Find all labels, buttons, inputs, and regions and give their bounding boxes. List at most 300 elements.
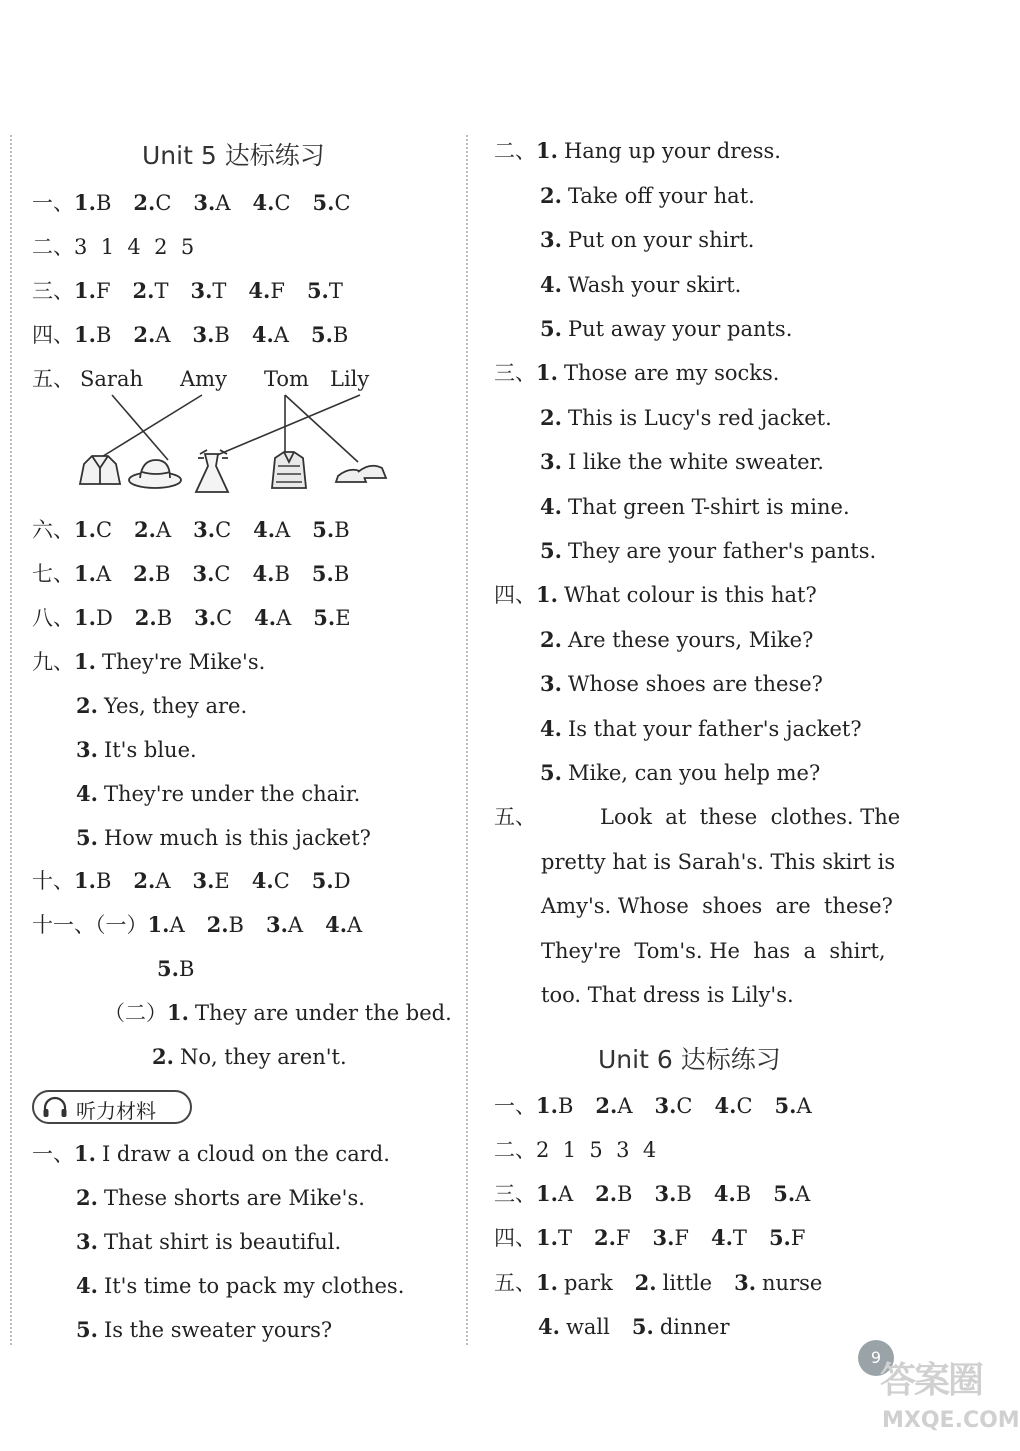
answer-value: B: [334, 518, 350, 542]
answer-number: 1.: [536, 1181, 558, 1206]
answer-number: 3.: [192, 561, 215, 586]
answer-number: 1.: [536, 138, 558, 163]
answer-number: 1.: [74, 278, 96, 303]
answer-number: 1.: [536, 1093, 558, 1118]
listening-1-line: [76, 1227, 341, 1257]
answer-number: 3.: [76, 1229, 98, 1254]
section-11: [32, 910, 384, 940]
answer-value: B: [155, 562, 171, 586]
answer-value: E: [335, 606, 351, 630]
passage-text: pretty hat is Sarah's. This skirt is: [541, 849, 896, 874]
answer-text: No, they aren't.: [179, 1045, 347, 1069]
answer-number: 3.: [540, 227, 562, 252]
answer-number: 5.: [312, 517, 335, 542]
answer-value: F: [674, 1226, 689, 1250]
unit6-section-5: [494, 1268, 844, 1298]
match-line-sarah: [112, 395, 168, 460]
answer-value: C: [215, 518, 232, 542]
answer-number: 1.: [74, 649, 96, 674]
right-section-3-line: [494, 358, 779, 388]
answer-number: 4.: [248, 278, 271, 303]
answer-value: B: [228, 913, 244, 937]
answer-value: E: [214, 869, 230, 893]
section-3-item: [248, 279, 285, 303]
unit6-section-4-item: [536, 1226, 572, 1250]
answer-number: 1.: [74, 322, 96, 347]
section-4: [32, 320, 370, 350]
answer-value: wall: [565, 1315, 610, 1339]
answer-text: Put away your pants.: [567, 317, 793, 341]
right-section-2-line: [494, 136, 781, 166]
passage-line: [541, 936, 886, 966]
answer-number: 1.: [74, 190, 96, 215]
section-8-item: [313, 606, 350, 630]
answer-value: F: [790, 1226, 806, 1250]
right-section-5-label-text: 五、: [494, 805, 536, 829]
answer-text: That green T-shirt is mine.: [567, 494, 850, 519]
answer-number: 1.: [536, 1225, 558, 1250]
answer-number: 5.: [540, 538, 562, 563]
name-sarah: Sarah: [80, 367, 143, 391]
answer-value: B: [95, 191, 112, 215]
answer-number: 1.: [536, 360, 558, 385]
unit6-section-3-item: [536, 1182, 573, 1206]
answer-value: C: [155, 191, 172, 215]
passage-text: Look at these clothes. The: [600, 805, 901, 829]
answer-number: 5.: [774, 1093, 797, 1118]
section-4-item: [252, 323, 289, 347]
section-11-part2-line: [152, 1042, 347, 1072]
answer-number: 2.: [132, 278, 155, 303]
right-section-3-line: [540, 403, 832, 433]
answer-value: T: [212, 279, 227, 303]
section-9-line: [76, 735, 197, 765]
right-section-2-line: [540, 270, 741, 300]
section-2: [32, 232, 194, 262]
answer-text: These shorts are Mike's.: [103, 1186, 365, 1210]
answer-value: T: [732, 1226, 747, 1250]
right-section-3-line: [540, 536, 876, 566]
unit6-section-4-item: [652, 1226, 689, 1250]
answer-number: 4.: [325, 912, 348, 937]
answer-number: 1.: [74, 1141, 96, 1166]
answer-text: I draw a cloud on the card.: [101, 1142, 390, 1166]
passage-line: [600, 802, 900, 832]
answer-value: C: [736, 1094, 753, 1118]
answer-value: A: [276, 606, 292, 630]
answer-number: 5.: [540, 760, 562, 785]
answer-value: B: [333, 562, 350, 586]
answer-value: B: [95, 323, 112, 347]
section-10-item: [252, 869, 290, 893]
answer-value: B: [332, 323, 349, 347]
answer-number: 2.: [76, 1185, 98, 1210]
answer-number: 4.: [540, 715, 562, 741]
unit6-section-1-label: 一、: [494, 1094, 536, 1118]
section-11-item: [266, 913, 303, 937]
answer-number: 2.: [152, 1044, 174, 1069]
answer-number: 4.: [251, 322, 274, 347]
unit6-section-5-label: 五、: [494, 1271, 536, 1295]
section-9-line: [32, 647, 265, 677]
answer-number: 4.: [540, 493, 562, 519]
answer-number: 2.: [133, 561, 156, 586]
unit6-section-1-item: [775, 1094, 812, 1118]
answer-value: F: [95, 279, 111, 303]
section-7-item: [253, 562, 290, 586]
section-6-item: [193, 518, 231, 542]
section-9-line: [76, 823, 371, 853]
answer-number: 3.: [734, 1270, 757, 1295]
answer-number: 5.: [768, 1225, 791, 1250]
answer-number: 1.: [74, 517, 96, 542]
answer-value: C: [95, 518, 113, 542]
section-10: [32, 866, 373, 896]
answer-value: C: [334, 191, 351, 215]
answer-text: Is the sweater yours?: [103, 1318, 333, 1342]
section-4-item: [74, 323, 111, 347]
unit6-section-4-item: [769, 1226, 806, 1250]
answer-value: F: [615, 1226, 631, 1250]
unit6-section-5-item: [734, 1271, 822, 1295]
answer-value: B: [214, 323, 230, 347]
section-6-item: [253, 518, 290, 542]
section-3-item: [74, 279, 111, 303]
unit6-section-1-item: [654, 1094, 692, 1118]
answer-value: A: [796, 1094, 812, 1118]
section-11-item: [207, 913, 244, 937]
section-7-item: [312, 562, 349, 586]
section-8-item: [74, 606, 113, 630]
section-7: [32, 559, 371, 589]
section-8-item: [254, 606, 291, 630]
answer-number: 3.: [192, 868, 215, 893]
answer-number: 3.: [654, 1181, 677, 1206]
answer-text: It's time to pack my clothes.: [103, 1274, 405, 1298]
answer-number: 4.: [254, 605, 277, 630]
passage-text: too. That dress is Lily's.: [541, 983, 794, 1007]
answer-number: 1.: [167, 1000, 189, 1025]
answer-number: 5.: [311, 868, 334, 893]
section-6-item: [134, 518, 171, 542]
answer-number: 2.: [540, 626, 562, 652]
right-section-3-line: [540, 447, 824, 477]
answer-number: 1.: [536, 582, 558, 607]
answer-number: 5.: [76, 825, 98, 850]
section-11-part1: （一）: [95, 913, 148, 937]
section-3-label: 三、: [32, 279, 74, 303]
answer-value: little: [662, 1271, 713, 1295]
section-1-item: [313, 191, 351, 215]
answer-number: 2.: [634, 1270, 657, 1295]
answer-text: It's blue.: [103, 738, 197, 762]
unit6-section-1: [494, 1091, 834, 1121]
answer-value: A: [275, 518, 291, 542]
passage-text: They're Tom's. He has a shirt,: [541, 938, 886, 963]
answer-text: Wash your skirt.: [567, 272, 742, 297]
answer-text: That shirt is beautiful.: [103, 1230, 342, 1254]
section-3-item: [190, 279, 226, 303]
answer-text: I like the white sweater.: [567, 450, 824, 474]
column-divider: [466, 135, 468, 1345]
right-section-4-line: [494, 580, 817, 610]
answer-number: 3.: [190, 278, 213, 303]
section-10-item: [133, 869, 170, 893]
answer-text: Is that your father's jacket?: [567, 716, 862, 741]
answer-number: 2.: [76, 693, 98, 718]
unit6-section-2-text: 2 1 5 3 4: [536, 1138, 657, 1162]
answer-value: A: [155, 869, 171, 893]
answer-text: Whose shoes are these?: [567, 672, 823, 696]
answer-value: B: [735, 1182, 752, 1206]
section-6-label: 六、: [32, 518, 74, 542]
match-line-lily: [215, 395, 360, 456]
answer-value: B: [274, 562, 290, 586]
listening-1-line: [76, 1183, 365, 1213]
section-7-label: 七、: [32, 562, 74, 586]
answer-value: T: [328, 279, 343, 303]
answer-value: B: [617, 1182, 633, 1206]
section-6-item: [312, 518, 349, 542]
section-8-label: 八、: [32, 606, 74, 630]
right-section-4-line: [540, 669, 823, 699]
answer-number: 4.: [252, 190, 275, 215]
coat-icon: [80, 456, 120, 484]
unit6-section-4-item: [594, 1226, 631, 1250]
answer-number: 3.: [76, 737, 98, 762]
section-11-item: [325, 913, 362, 937]
answer-number: 5.: [540, 316, 562, 341]
answer-text: They are under the bed.: [194, 1001, 452, 1025]
name-amy: Amy: [180, 367, 227, 391]
answer-text: Yes, they are.: [103, 694, 248, 718]
answer-number: 2.: [595, 1093, 618, 1118]
answer-value: A: [795, 1182, 811, 1206]
answer-value: D: [95, 606, 113, 630]
right-section-2-line: [540, 314, 792, 344]
unit6-title: Unit 6 达标练习: [598, 1045, 781, 1074]
passage-line: [541, 980, 794, 1010]
answer-value: D: [333, 869, 351, 893]
unit6-section-4-label: 四、: [494, 1226, 536, 1250]
shirt-icon: [272, 452, 306, 488]
answer-number: 2.: [595, 1181, 618, 1206]
answer-number: 3.: [193, 517, 216, 542]
section-1-item: [193, 191, 230, 215]
right-section-2-line: [540, 225, 754, 255]
answer-value: F: [270, 279, 285, 303]
answer-text: How much is this jacket?: [103, 826, 371, 850]
unit6-section-3-label: 三、: [494, 1182, 536, 1206]
section-8-item: [194, 606, 232, 630]
answer-number: 4.: [714, 1093, 737, 1118]
unit6-section-2: [494, 1135, 656, 1165]
section-1-item: [253, 191, 291, 215]
unit6-section-5-item: [635, 1271, 712, 1295]
section-3: [32, 276, 365, 306]
answer-value: B: [557, 1094, 574, 1118]
listening-1-line: [76, 1271, 404, 1301]
answer-number: 4.: [76, 1273, 98, 1298]
section-4-item: [133, 323, 170, 347]
section-11-part2-line: [104, 998, 452, 1028]
page-number-badge: 9: [858, 1340, 894, 1376]
answer-number: 5.: [310, 322, 333, 347]
answer-value: C: [216, 606, 233, 630]
answer-number: 5.: [76, 1317, 98, 1342]
answer-text: Mike, can you help me?: [567, 761, 821, 785]
listening-1-line: [32, 1139, 390, 1169]
unit6-section-5-row2: [538, 1312, 752, 1342]
section-4-item: [311, 323, 348, 347]
section-3-item: [307, 279, 343, 303]
answer-number: 2.: [540, 182, 562, 208]
answer-value: C: [676, 1094, 693, 1118]
answer-number: 5.: [313, 605, 336, 630]
section-1: [32, 188, 373, 218]
listening-material-label: 听力材料: [76, 1099, 156, 1123]
answer-value: T: [557, 1226, 572, 1250]
watermark-bottom-text: MXQE.COM: [882, 1408, 1020, 1433]
unit5-title: Unit 5 达标练习: [142, 141, 325, 170]
section-2-label: 二、: [32, 235, 74, 259]
answer-number: 2.: [133, 322, 156, 347]
section-6: [32, 515, 372, 545]
right-section-3-line: [540, 492, 850, 522]
answer-value: A: [155, 323, 171, 347]
answer-number: 1.: [147, 912, 170, 937]
answer-value: B: [156, 606, 173, 630]
passage-line: [541, 891, 893, 921]
section-3-item: [133, 279, 169, 303]
shoes-icon: [336, 466, 386, 482]
answer-value: A: [95, 562, 112, 586]
watermark-top-text: 答案圈: [880, 1360, 983, 1401]
right-section-2-line: [540, 181, 755, 211]
section-5-label: 五、: [32, 367, 74, 391]
answer-text: Take off your hat.: [567, 183, 755, 208]
unit6-section-2-label: 二、: [494, 1138, 536, 1162]
answer-value: A: [347, 913, 363, 937]
answer-number: 1.: [536, 1270, 558, 1295]
answer-text: Are these yours, Mike?: [567, 627, 814, 652]
answer-value: C: [214, 562, 231, 586]
section-9-line: [76, 779, 360, 809]
answer-text: They're under the chair.: [103, 782, 361, 806]
answer-value: A: [155, 518, 172, 542]
answer-value: A: [215, 191, 231, 215]
section-7-item: [74, 562, 111, 586]
answer-text: This is Lucy's red jacket.: [567, 405, 832, 430]
answer-number: 4.: [251, 868, 274, 893]
section-9-line: [76, 691, 247, 721]
answer-number: 3.: [654, 1093, 677, 1118]
answer-number: 1.: [74, 561, 96, 586]
unit6-section-3-item: [654, 1182, 691, 1206]
answer-value: A: [617, 1094, 633, 1118]
unit6-section-5-item: [538, 1315, 610, 1339]
unit6-section-3-item: [714, 1182, 751, 1206]
answer-value: A: [557, 1182, 574, 1206]
answer-number: 5.: [631, 1314, 654, 1339]
answer-number: 5.: [311, 561, 334, 586]
answer-number: 5.: [773, 1181, 796, 1206]
section-1-item: [74, 191, 111, 215]
answer-number: 3.: [193, 190, 216, 215]
passage-line: [541, 847, 895, 877]
answer-number: 2.: [540, 404, 562, 430]
answer-number: 1.: [74, 868, 96, 893]
answer-value: C: [274, 191, 291, 215]
answer-value: B: [178, 957, 195, 981]
answer-number: 3.: [194, 605, 217, 630]
answer-number: 3.: [540, 449, 562, 474]
section-10-item: [312, 869, 351, 893]
right-section-4-line: [540, 625, 813, 655]
section-4-item: [192, 323, 229, 347]
section-11-part2: （二）: [104, 1001, 167, 1025]
right-section-3-label: 三、: [494, 361, 536, 385]
right-section-4-label: 四、: [494, 583, 536, 607]
section-10-item: [74, 869, 111, 893]
answer-number: 3.: [192, 322, 215, 347]
answer-number: 4.: [538, 1314, 560, 1339]
section-9-label: 九、: [32, 650, 74, 674]
passage-text: Amy's. Whose shoes are these?: [541, 894, 893, 918]
section-4-label: 四、: [32, 323, 74, 347]
unit6-section-4-item: [711, 1226, 747, 1250]
answer-number: 2.: [133, 868, 156, 893]
answer-value: nurse: [762, 1271, 823, 1295]
name-tom: Tom: [264, 367, 309, 391]
name-lily: Lily: [330, 367, 370, 391]
answer-number: 4.: [540, 271, 562, 297]
listening-material-tag: [32, 1090, 192, 1124]
dress-icon: [196, 450, 228, 492]
unit6-section-3: [494, 1179, 832, 1209]
answer-value: C: [273, 869, 290, 893]
answer-number: 4.: [252, 561, 275, 586]
section-11-item5: [157, 954, 194, 984]
section-7-item: [133, 562, 170, 586]
unit6-section-4: [494, 1223, 827, 1253]
clothes-matching-figure: [70, 392, 400, 502]
section-10-item: [192, 869, 229, 893]
section-1-label: 一、: [32, 191, 74, 215]
answer-number: 4.: [710, 1225, 733, 1250]
answer-number: 5.: [306, 278, 329, 303]
answer-text: Hang up your dress.: [563, 139, 781, 163]
section-2-text: 3 1 4 2 5: [74, 235, 195, 259]
answer-number: 4.: [253, 517, 276, 542]
answer-number: 2.: [134, 517, 156, 542]
answer-number: 1.: [74, 605, 96, 630]
answer-text: Those are my socks.: [563, 361, 780, 385]
unit6-section-3-item: [773, 1182, 810, 1206]
section-1-item: [133, 191, 171, 215]
answer-number: 3.: [652, 1225, 675, 1250]
answer-number: 3.: [265, 912, 288, 937]
section-5: [32, 364, 74, 394]
answer-number: 2.: [206, 912, 229, 937]
right-section-4-line: [540, 714, 862, 744]
answer-value: A: [169, 913, 185, 937]
listening-1-label: 一、: [32, 1142, 74, 1166]
answer-text: What colour is this hat?: [563, 583, 817, 607]
listening-1-line: [76, 1315, 332, 1345]
answer-value: dinner: [659, 1315, 730, 1339]
answer-value: B: [95, 869, 112, 893]
